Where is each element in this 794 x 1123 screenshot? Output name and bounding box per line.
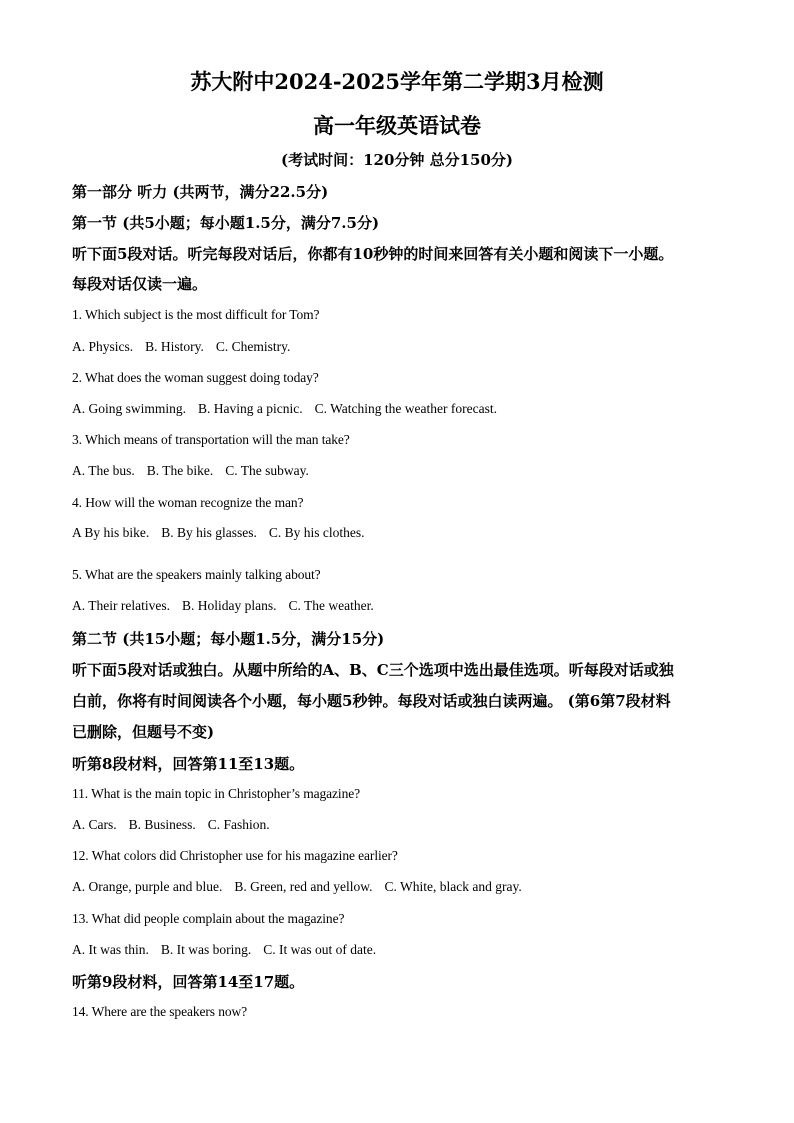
option-b: B. Holiday plans.: [181, 598, 277, 613]
question-options: [72, 817, 282, 833]
question-stem: 5. What are the speakers mainly talking about?: [72, 567, 321, 582]
option-a: A. Going swimming.: [72, 401, 187, 416]
material-8-heading: 听第8段材料，回答第11至13题。: [72, 755, 305, 773]
option-b: B. The bike.: [146, 463, 214, 478]
question-stem: 14. Where are the speakers now?: [72, 1004, 248, 1019]
option-b: B. By his glasses.: [161, 525, 257, 540]
option-c: C. Watching the weather forecast.: [314, 401, 497, 416]
question-stem: 4. How will the woman recognize the man?: [72, 495, 304, 510]
section2-instruction-cont: 白前，你将有时间阅读各个小题，每小题5秒钟。每段对话或独白读两遍。 (第6第7段材料: [72, 692, 671, 710]
question-stem: 13. What did people complain about the magazine?: [72, 911, 345, 926]
question-stem: 2. What does the woman suggest doing today?: [72, 370, 319, 385]
option-b: B. Green, red and yellow.: [234, 879, 373, 894]
option-a: A. Orange, purple and blue.: [72, 879, 223, 894]
option-c: C. The subway.: [225, 463, 309, 478]
question-stem: 12. What colors did Christopher use for his magazine earlier?: [72, 848, 398, 863]
material-9-heading: 听第9段材料，回答第14至17题。: [72, 973, 305, 991]
question-options: [72, 525, 377, 541]
question-options: [72, 463, 321, 479]
question-options: [72, 339, 302, 355]
section1-instruction: 听下面5段对话。听完每段对话后，你都有10秒钟的时间来回答有关小题和阅读下一小题。: [72, 245, 674, 263]
option-c: C. Fashion.: [207, 817, 270, 832]
question-options: [72, 879, 534, 895]
question-options: [72, 598, 386, 614]
option-a: A By his bike.: [72, 525, 150, 540]
question-stem: 3. Which means of transportation will the man take?: [72, 432, 350, 447]
section2-instruction-cont: 已删除，但题号不变): [72, 723, 215, 741]
question-stem: 11. What is the main topic in Christopher’s magazine?: [72, 786, 361, 801]
question-options: [72, 401, 509, 417]
part1-heading: 第一部分 听力 (共两节，满分22.5分): [72, 183, 329, 201]
option-c: C. White, black and gray.: [384, 879, 522, 894]
option-c: C. It was out of date.: [263, 942, 377, 957]
section2-instruction: 听下面5段对话或独白。从题中所给的A、B、C三个选项中选出最佳选项。听每段对话或独: [72, 661, 674, 679]
option-a: A. It was thin.: [72, 942, 149, 957]
section2-heading: 第二节 (共15小题；每小题1.5分，满分15分): [72, 630, 385, 648]
exam-info: (考试时间：120分钟 总分150分): [280, 151, 514, 169]
option-b: B. Having a picnic.: [198, 401, 303, 416]
option-c: C. By his clothes.: [268, 525, 365, 540]
option-b: B. It was boring.: [160, 942, 252, 957]
option-c: C. The weather.: [288, 598, 374, 613]
option-a: A. Cars.: [72, 817, 117, 832]
question-stem: 1. Which subject is the most difficult for Tom?: [72, 307, 320, 322]
option-c: C. Chemistry.: [215, 339, 291, 354]
option-b: B. Business.: [128, 817, 196, 832]
exam-title: 苏大附中2024-2025学年第二学期3月检测: [190, 69, 604, 94]
exam-subtitle: 高一年级英语试卷: [313, 113, 481, 138]
option-a: A. Their relatives.: [72, 598, 170, 613]
section1-heading: 第一节 (共5小题；每小题1.5分，满分7.5分): [72, 214, 380, 232]
option-a: A. Physics.: [72, 339, 134, 354]
option-b: B. History.: [145, 339, 204, 354]
section1-instruction-cont: 每段对话仅读一遍。: [72, 275, 208, 293]
question-options: [72, 942, 388, 958]
option-a: A. The bus.: [72, 463, 135, 478]
